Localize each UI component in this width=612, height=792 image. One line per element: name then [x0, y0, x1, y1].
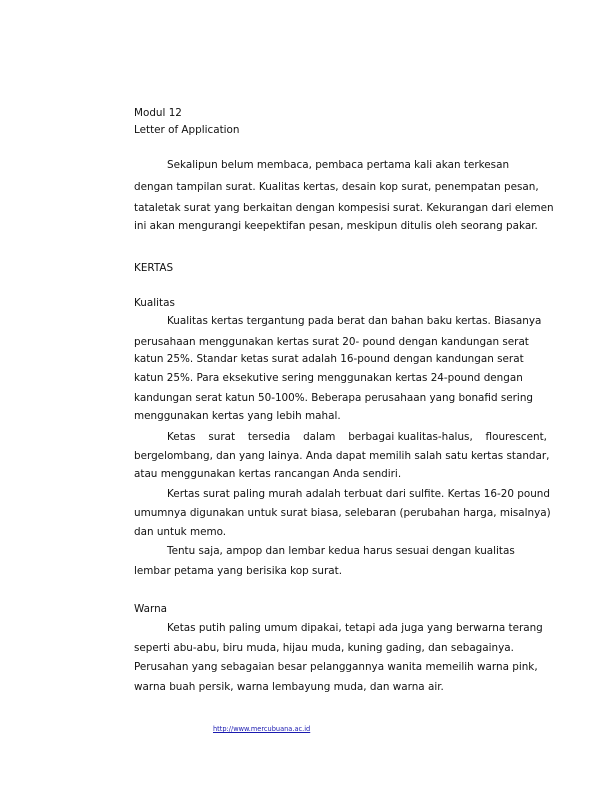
intro-line-3: tataletak surat yang berkaitan dengan kompesisi surat. Kekurangan dari elemen: [134, 202, 554, 214]
kualitas-p2-line-2: bergelombang, dan yang lainya. Anda dapat memilih salah satu kertas standar,: [134, 450, 550, 462]
kualitas-p3-line-1: Kertas surat paling murah adalah terbuat dari sulfite. Kertas 16-20 pound: [167, 488, 550, 500]
word: tersedia: [247, 431, 291, 443]
warna-p1-line-4: warna buah persik, warna lembayung muda, dan warna air.: [134, 681, 444, 693]
word: berbagai kualitas-halus,: [348, 431, 473, 443]
intro-line-1: Sekalipun belum membaca, pembaca pertama kali akan terkesan: [167, 159, 510, 171]
word: surat: [208, 431, 236, 443]
word: dalam: [303, 431, 336, 443]
subheading-kualitas: Kualitas: [134, 297, 175, 309]
document-title: Letter of Application: [134, 124, 240, 136]
kualitas-p2-line-1: [167, 431, 547, 444]
kualitas-p1-line-4: katun 25%. Para eksekutive sering menggunakan kertas 24-pound dengan: [134, 372, 523, 384]
kualitas-p4-line-2: lembar petama yang berisika kop surat.: [134, 565, 343, 577]
warna-p1-line-3: Perusahan yang sebagaian besar pelanggannya wanita memeilih warna pink,: [134, 661, 538, 673]
kualitas-p3-line-3: dan untuk memo.: [134, 526, 227, 538]
footer-url-link[interactable]: http://www.mercubuana.ac.id: [213, 725, 311, 733]
kualitas-p1-line-1: Kualitas kertas tergantung pada berat dan bahan baku kertas. Biasanya: [167, 315, 542, 327]
kualitas-p1-line-2: perusahaan menggunakan kertas surat 20- pound dengan kandungan serat: [134, 336, 529, 348]
kualitas-p1-line-3: katun 25%. Standar ketas surat adalah 16-pound dengan kandungan serat: [134, 353, 524, 365]
kualitas-p4-line-1: Tentu saja, ampop dan lembar kedua harus sesuai dengan kualitas: [167, 545, 515, 557]
kualitas-p2-line-3: atau menggunakan kertas rancangan Anda sendiri.: [134, 468, 402, 480]
intro-line-4: ini akan mengurangi keepektifan pesan, meskipun ditulis oleh seorang pakar.: [134, 220, 538, 232]
intro-line-2: dengan tampilan surat. Kualitas kertas, desain kop surat, penempatan pesan,: [134, 181, 539, 193]
word: Ketas: [167, 431, 196, 443]
kualitas-p1-line-5: kandungan serat katun 50-100%. Beberapa perusahaan yang bonafid sering: [134, 392, 534, 404]
kualitas-p1-line-6: menggunakan kertas yang lebih mahal.: [134, 410, 341, 422]
module-label: Modul 12: [134, 107, 182, 119]
warna-p1-line-2: seperti abu-abu, biru muda, hijau muda, kuning gading, dan sebagainya.: [134, 642, 514, 654]
kualitas-p3-line-2: umumnya digunakan untuk surat biasa, selebaran (perubahan harga, misalnya): [134, 507, 551, 519]
subheading-warna: Warna: [134, 603, 168, 615]
word: flourescent,: [485, 431, 547, 443]
warna-p1-line-1: Ketas putih paling umum dipakai, tetapi ada juga yang berwarna terang: [167, 622, 543, 634]
section-heading-kertas: KERTAS: [134, 262, 174, 274]
